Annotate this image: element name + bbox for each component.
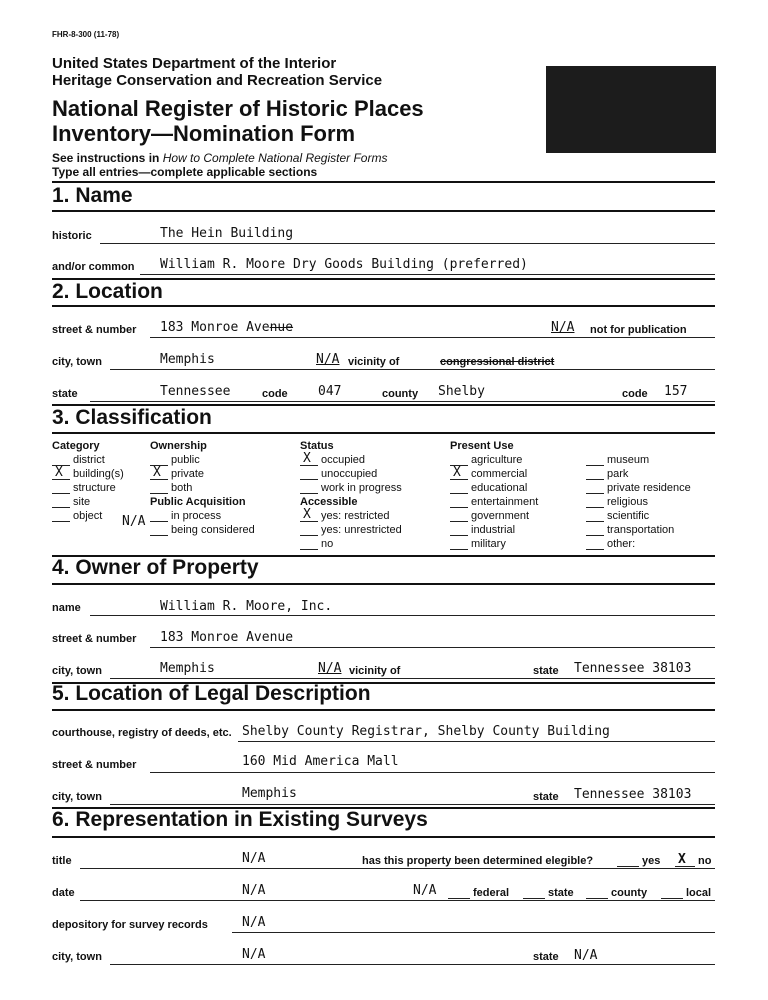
accessible-unrestricted-label: yes: unrestricted <box>321 524 402 536</box>
eligible-no-label: no <box>698 855 712 867</box>
state-label: state <box>52 388 78 400</box>
use-military-label: military <box>471 538 506 550</box>
street-value-wrap[interactable] <box>160 320 293 335</box>
level-state-label: state <box>548 887 574 899</box>
use-private-residence-label: private residence <box>607 482 691 494</box>
depository-label: depository for survey records <box>52 919 208 931</box>
level-county[interactable] <box>586 887 647 899</box>
congressional-district-struck: congressional district <box>440 356 555 368</box>
courthouse-value[interactable]: Shelby County Registrar, Shelby County Building <box>242 724 610 739</box>
survey-state-label: state <box>533 951 559 963</box>
legal-city-label: city, town <box>52 791 102 803</box>
legal-state-value[interactable]: Tennessee 38103 <box>574 787 692 802</box>
use-museum[interactable] <box>586 454 649 466</box>
use-military[interactable] <box>450 538 506 550</box>
code-value[interactable]: 047 <box>318 384 342 399</box>
owner-city-label: city, town <box>52 665 102 677</box>
form-code: FHR-8-300 (11-78) <box>52 30 120 39</box>
category-site-label: site <box>73 496 91 508</box>
eligible-question: has this property been determined elegible? <box>362 855 594 867</box>
department-heading: United States Department of the Interior <box>52 55 337 72</box>
category-building-label: building(s) <box>73 468 124 480</box>
ownership-private-mark: X <box>153 465 161 480</box>
category-structure[interactable] <box>52 482 116 494</box>
depository-value[interactable]: N/A <box>242 915 266 930</box>
use-industrial-label: industrial <box>471 524 516 536</box>
use-commercial[interactable] <box>450 465 528 480</box>
owner-street-label: street & number <box>52 633 137 645</box>
not-for-publication-label: not for publication <box>590 324 687 336</box>
section-1-title: 1. Name <box>52 184 133 207</box>
owner-vicinity-na: N/A <box>318 661 342 676</box>
section-5-underline <box>52 709 715 711</box>
use-transportation[interactable] <box>586 524 674 536</box>
instructions-line1 <box>52 151 387 165</box>
historic-line <box>100 243 715 244</box>
depository-line <box>232 932 715 933</box>
use-religious[interactable] <box>586 496 648 508</box>
level-county-label: county <box>611 887 648 899</box>
survey-date-label: date <box>52 887 75 899</box>
use-agriculture-label: agriculture <box>471 454 523 466</box>
category-object-label: object <box>73 510 103 522</box>
accessible-no-label: no <box>321 538 334 550</box>
county-value[interactable]: Shelby <box>438 384 485 399</box>
ownership-heading: Ownership <box>150 440 207 452</box>
legal-state-label: state <box>533 791 559 803</box>
owner-city-line <box>110 678 715 679</box>
accessible-restricted-label: yes: restricted <box>321 510 390 522</box>
status-heading: Status <box>300 440 334 452</box>
level-local-label: local <box>686 887 712 899</box>
legal-city-line <box>110 804 715 805</box>
category-building[interactable] <box>52 465 124 480</box>
survey-state-value[interactable]: N/A <box>574 948 598 963</box>
use-private-residence[interactable] <box>586 482 691 494</box>
survey-level-na: N/A <box>413 883 437 898</box>
legal-city-value[interactable]: Memphis <box>242 786 297 801</box>
present-use-heading: Present Use <box>450 440 514 452</box>
street-label: street & number <box>52 324 137 336</box>
section-2-title: 2. Location <box>52 280 163 303</box>
common-name-line <box>140 274 715 275</box>
owner-state-label: state <box>533 665 559 677</box>
ownership-private-label: private <box>171 468 205 480</box>
historic-value[interactable]: The Hein Building <box>160 226 294 241</box>
common-name-value[interactable]: William R. Moore Dry Goods Building (preferred) <box>160 257 528 272</box>
redaction-block <box>546 66 716 153</box>
accessible-no[interactable] <box>300 538 333 550</box>
use-government-label: government <box>471 510 530 522</box>
use-entertainment[interactable] <box>450 496 538 508</box>
use-scientific[interactable] <box>586 510 649 522</box>
form-title-line1: National Register of Historic Places <box>52 96 424 121</box>
service-heading: Heritage Conservation and Recreation Service <box>52 72 383 89</box>
city-line <box>110 369 715 370</box>
owner-state-value[interactable]: Tennessee 38103 <box>574 661 692 676</box>
acquisition-in-process-label: in process <box>171 510 222 522</box>
public-acquisition-heading: Public Acquisition <box>150 496 246 508</box>
instructions-italic: How to Complete National Register Forms <box>162 151 388 165</box>
survey-city-label: city, town <box>52 951 102 963</box>
status-work-in-progress[interactable] <box>300 482 402 494</box>
level-federal[interactable] <box>448 887 509 899</box>
courthouse-line <box>238 741 715 742</box>
use-government[interactable] <box>450 510 529 522</box>
vicinity-label: vicinity of <box>348 356 400 368</box>
street-value: 183 Monroe Ave <box>160 320 270 335</box>
ownership-both[interactable] <box>150 482 192 494</box>
code2-value[interactable]: 157 <box>664 384 688 399</box>
survey-title-label: title <box>52 855 72 867</box>
section-1-rule <box>52 181 715 183</box>
street-struck-text: nue <box>269 320 294 335</box>
form-title-line2: Inventory—Nomination Form <box>52 121 356 146</box>
owner-vicinity-label: vicinity of <box>349 665 401 677</box>
owner-street-value[interactable]: 183 Monroe Avenue <box>160 630 294 645</box>
survey-date-line <box>80 900 715 901</box>
eligible-no[interactable] <box>675 852 712 867</box>
owner-name-value[interactable]: William R. Moore, Inc. <box>160 599 333 614</box>
category-site[interactable] <box>52 496 90 508</box>
legal-street-label: street & number <box>52 759 137 771</box>
section-2-underline <box>52 305 715 307</box>
owner-name-label: name <box>52 602 81 614</box>
eligible-yes[interactable] <box>617 855 660 867</box>
status-occupied-mark: X <box>303 451 311 466</box>
eligible-no-mark: X <box>678 852 686 867</box>
status-unoccupied-label: unoccupied <box>321 468 378 480</box>
historic-label: historic <box>52 230 92 242</box>
use-scientific-label: scientific <box>607 510 650 522</box>
acquisition-being-considered-label: being considered <box>171 524 255 536</box>
code2-label: code <box>622 388 648 400</box>
courthouse-label: courthouse, registry of deeds, etc. <box>52 727 232 739</box>
legal-street-line <box>150 772 715 773</box>
county-label: county <box>382 388 419 400</box>
use-religious-label: religious <box>607 496 648 508</box>
owner-city-value[interactable]: Memphis <box>160 661 215 676</box>
state-value[interactable]: Tennessee <box>160 384 231 399</box>
section-6-underline <box>52 836 715 838</box>
legal-street-value[interactable]: 160 Mid America Mall <box>242 754 399 769</box>
use-other-label: other: <box>607 538 636 550</box>
category-structure-label: structure <box>73 482 116 494</box>
state-line <box>90 401 715 402</box>
use-entertainment-label: entertainment <box>471 496 539 508</box>
section-3-underline <box>52 432 715 434</box>
instructions-line2: Type all entries—complete applicable sections <box>52 165 318 179</box>
instructions-prefix: See instructions in <box>52 151 163 165</box>
category-heading: Category <box>52 440 100 452</box>
survey-city-value[interactable]: N/A <box>242 947 266 962</box>
status-unoccupied[interactable] <box>300 468 377 480</box>
survey-title-value[interactable]: N/A <box>242 851 266 866</box>
ownership-private[interactable] <box>150 465 205 480</box>
use-commercial-mark: X <box>453 465 461 480</box>
section-4-underline <box>52 583 715 585</box>
use-educational[interactable] <box>450 482 527 494</box>
use-other[interactable] <box>586 538 635 550</box>
status-occupied[interactable] <box>300 451 366 466</box>
acquisition-na: N/A <box>122 514 146 529</box>
use-park-label: park <box>607 468 629 480</box>
city-value[interactable]: Memphis <box>160 352 215 367</box>
level-federal-label: federal <box>473 887 510 899</box>
city-label: city, town <box>52 356 102 368</box>
common-name-label: and/or common <box>52 261 135 273</box>
level-state[interactable] <box>523 887 574 899</box>
section-4-title: 4. Owner of Property <box>52 556 259 579</box>
use-park[interactable] <box>586 468 628 480</box>
status-work-label: work in progress <box>321 482 402 494</box>
section-5-title: 5. Location of Legal Description <box>52 682 371 705</box>
use-educational-label: educational <box>471 482 528 494</box>
not-for-publication-na: N/A <box>551 320 575 335</box>
level-local[interactable] <box>661 887 711 899</box>
use-transportation-label: transportation <box>607 524 675 536</box>
ownership-public-label: public <box>171 454 200 466</box>
status-occupied-label: occupied <box>321 454 366 466</box>
accessible-restricted-mark: X <box>303 507 311 522</box>
vicinity-na: N/A <box>316 352 340 367</box>
acquisition-in-process[interactable] <box>150 510 221 522</box>
owner-street-line <box>150 647 715 648</box>
use-museum-label: museum <box>607 454 650 466</box>
category-district-label: district <box>73 454 105 466</box>
survey-title-line <box>80 868 715 869</box>
use-commercial-label: commercial <box>471 468 528 480</box>
ownership-both-label: both <box>171 482 193 494</box>
survey-city-line <box>110 964 715 965</box>
acquisition-being-considered[interactable] <box>150 524 255 536</box>
accessible-heading: Accessible <box>300 496 358 508</box>
owner-name-line <box>90 615 715 616</box>
category-object[interactable] <box>52 510 102 522</box>
survey-date-value[interactable]: N/A <box>242 883 266 898</box>
street-line <box>150 337 715 338</box>
section-3-title: 3. Classification <box>52 406 212 429</box>
section-1-underline <box>52 210 715 212</box>
accessible-restricted[interactable] <box>300 507 390 522</box>
category-building-mark: X <box>55 465 63 480</box>
section-6-title: 6. Representation in Existing Surveys <box>52 808 428 831</box>
use-industrial[interactable] <box>450 524 515 536</box>
accessible-unrestricted[interactable] <box>300 524 402 536</box>
eligible-yes-label: yes <box>642 855 661 867</box>
code-label: code <box>262 388 288 400</box>
